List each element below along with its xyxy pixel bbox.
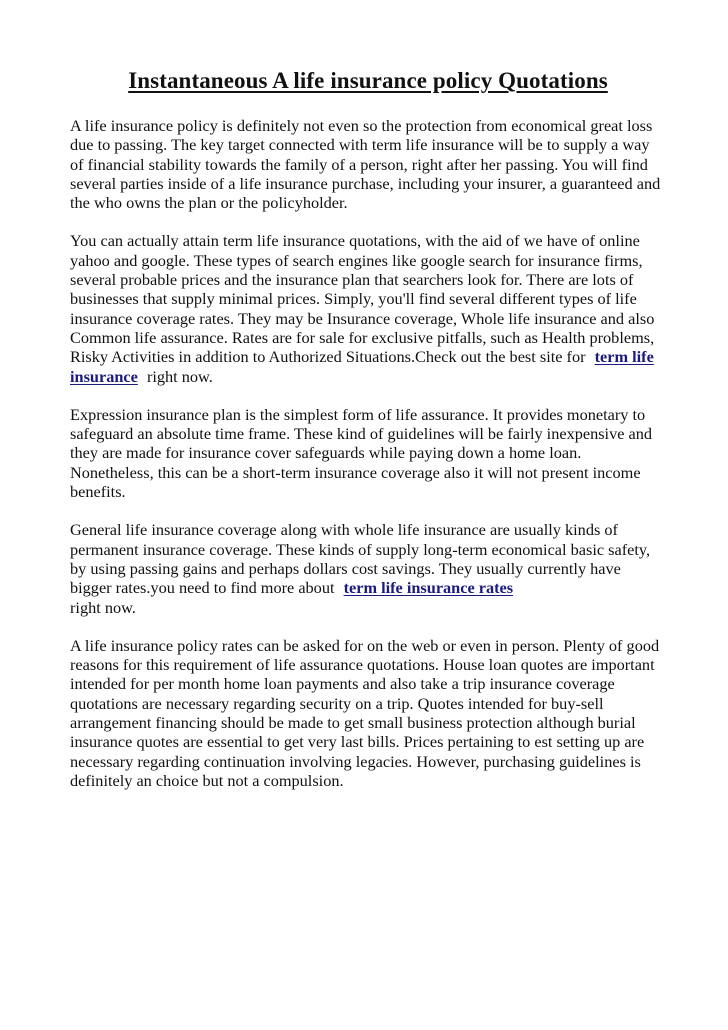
paragraph-3: Expression insurance plan is the simplest form of life assurance. It provides monetary to safeguard an absolute time frame. These kind of guidelines will be fairly inexpensive and they are made for insurance cover safeguards while paying down a home loan. Nonetheless, this can be a short-term insurance coverage also it will not present income benefits. [70,404,653,502]
paragraph-4-tail: right now. [70,597,136,617]
term-life-insurance-link[interactable]: term life insurance [70,347,654,386]
document-title: Instantaneous A life insurance policy Quotations [128,68,608,93]
paragraph-4-text: General life insurance coverage along with whole life insurance are usually kinds of permanent insurance coverage. These kinds of supply long-term economical basic safety, by using passing gains and perhaps dollars cost savings. They usually currently have bigger rates.you need to find more about [70,520,651,598]
paragraph-1: A life insurance policy is definitely not even so the protection from economical great loss due to passing. The key target connected with term life insurance will be to supply a way of financial stability towards the family of a person, right after her passing. You will find several parties inside of a life insurance purchase, including your insurer, a guaranteed and the who owns the plan or the policyholder. [70,116,661,213]
paragraph-2-text: You can actually attain term life insurance quotations, with the aid of we have of online yahoo and google. These types of search engines like google search for insurance firms, several probable prices and the insurance plan that searchers look for. There are lots of businesses that supply minimal prices. Simply, you'll find several different types of life insurance coverage rates. They may be Insurance coverage, Whole life insurance and also Common life assurance. Rates are for sale for exclusive pitfalls, such as Health problems, Risky Activities in addition to Authorized Situations.Check out the best site for [70,231,655,367]
paragraph-4 [70,520,666,616]
paragraph-2 [70,231,666,385]
term-life-insurance-rates-link[interactable]: term life insurance rates [343,578,514,598]
paragraph-2-tail: right now. [146,366,213,386]
paragraph-5: A life insurance policy rates can be asked for on the web or even in person. Plenty of good reasons for this requirement of life assurance quotations. House loan quotes are important intended for per month home loan payments and also take a trip insurance coverage quotations are necessary regarding security on a trip. Quotes intended for buy-sell arrangement financing should be made to get small business protection although burial insurance quotes are essential to get very last bills. Prices pertaining to est setting up are necessary regarding continuation involving legacies. However, purchasing guidelines is definitely an choice but not a compulsion. [70,635,660,790]
